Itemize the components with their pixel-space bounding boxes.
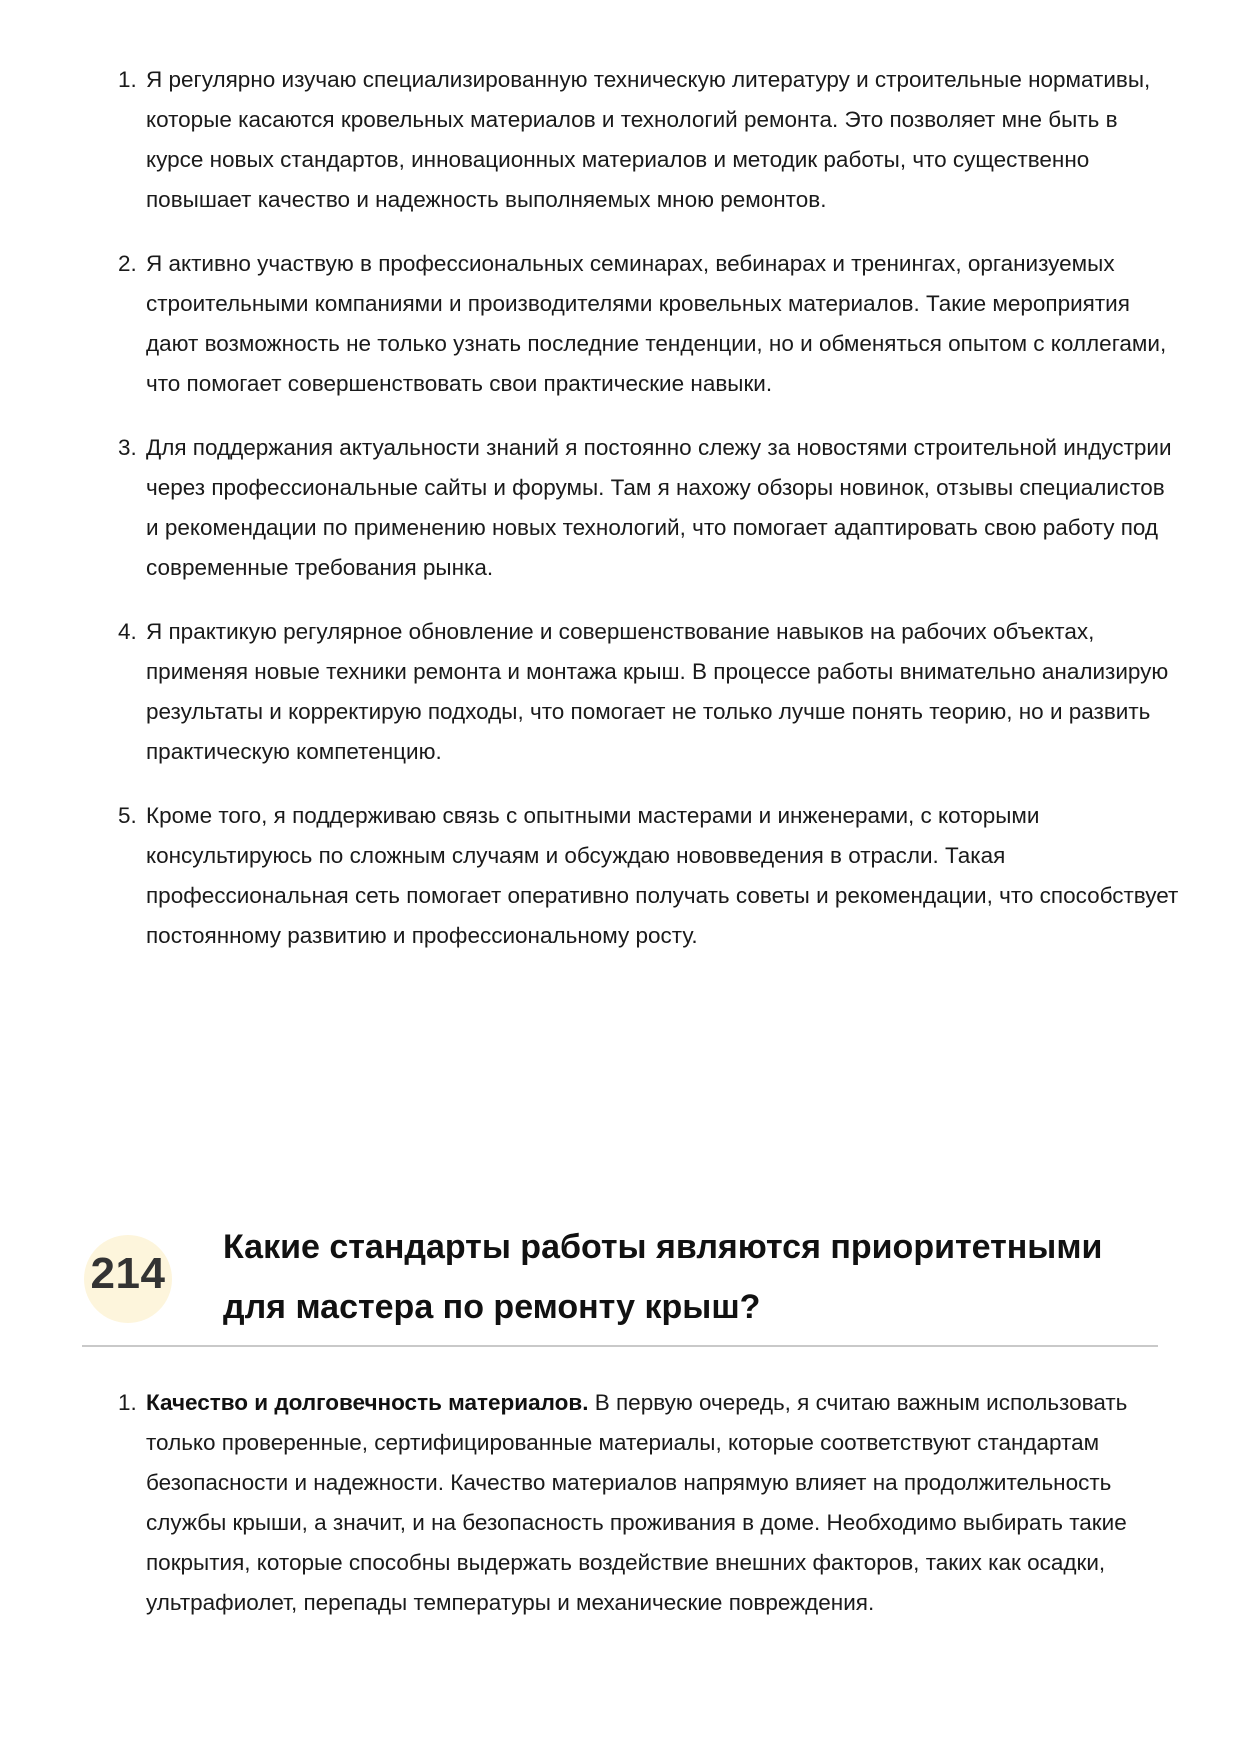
list-item-text (146, 1383, 1179, 1623)
question-number: 214 (90, 1249, 166, 1298)
list-item (0, 796, 1239, 956)
list-item-number: 3. (118, 435, 137, 460)
list-item (0, 244, 1239, 404)
list-item (0, 60, 1239, 220)
list-item-text: Для поддержания актуальности знаний я постоянно слежу за новостями строительной индустрии через профессиональные сайты и форумы. Там я нахожу обзоры новинок, отзывы специалистов и рекомендации по применению новых технологий, что помогает адаптировать свою работу под современные требования рынка. (146, 435, 1172, 580)
list-item-text: Кроме того, я поддерживаю связь с опытными мастерами и инженерами, с которыми консультируюсь по сложным случаям и обсуждаю нововведения в отрасли. Такая профессиональная сеть помогает оперативно получать советы и рекомендации, что способствует постоянному развитию и профессиональному росту. (146, 803, 1179, 948)
answer-list-214 (0, 1383, 1239, 1623)
list-item-number: 5. (118, 803, 137, 828)
list-item-bold-lead: Качество и долговечность материалов. (146, 1390, 589, 1415)
list-item-number: 1. (118, 1390, 137, 1415)
header-divider (82, 1345, 1158, 1347)
list-item-number: 4. (118, 619, 137, 644)
list-item-text: Я регулярно изучаю специализированную техническую литературу и строительные нормативы, которые касаются кровельных материалов и технологий ремонта. Это позволяет мне быть в курсе новых стандартов, инновационных материалов и методик работы, что существенно повышает качество и надежность выполняемых мною ремонтов. (146, 67, 1151, 212)
question-title: Какие стандарты работы являются приоритетными для мастера по ремонту крыш? (223, 1228, 1103, 1326)
list-item-body: В первую очередь, я считаю важным использовать только проверенные, сертифицированные материалы, которые соответствуют стандартам безопасности и надежности. Качество материалов напрямую влияет на продолжительность службы крыши, а значит, и на безопасность проживания в доме. Необходимо выбирать такие покрытия, которые способны выдержать воздействие внешних факторов, таких как осадки, ультрафиолет, перепады температуры и механические повреждения. (146, 1390, 1128, 1615)
list-item-text: Я активно участвую в профессиональных семинарах, вебинарах и тренингах, организуемых строительными компаниями и производителями кровельных материалов. Такие мероприятия дают возможность не только узнать последние тенденции, но и обменяться опытом с коллегами, что помогает совершенствовать свои практические навыки. (146, 251, 1167, 396)
answer-list-213 (0, 60, 1239, 980)
question-header (82, 1205, 1158, 1347)
list-item (0, 1383, 1239, 1623)
list-item-number: 2. (118, 251, 137, 276)
list-item (0, 612, 1239, 772)
list-item (0, 428, 1239, 588)
list-item-number: 1. (118, 67, 137, 92)
list-item-text: Я практикую регулярное обновление и совершенствование навыков на рабочих объектах, применяя новые техники ремонта и монтажа крыш. В процессе работы внимательно анализирую результаты и корректирую подходы, что помогает не только лучше понять теорию, но и развить практическую компетенцию. (146, 619, 1169, 764)
